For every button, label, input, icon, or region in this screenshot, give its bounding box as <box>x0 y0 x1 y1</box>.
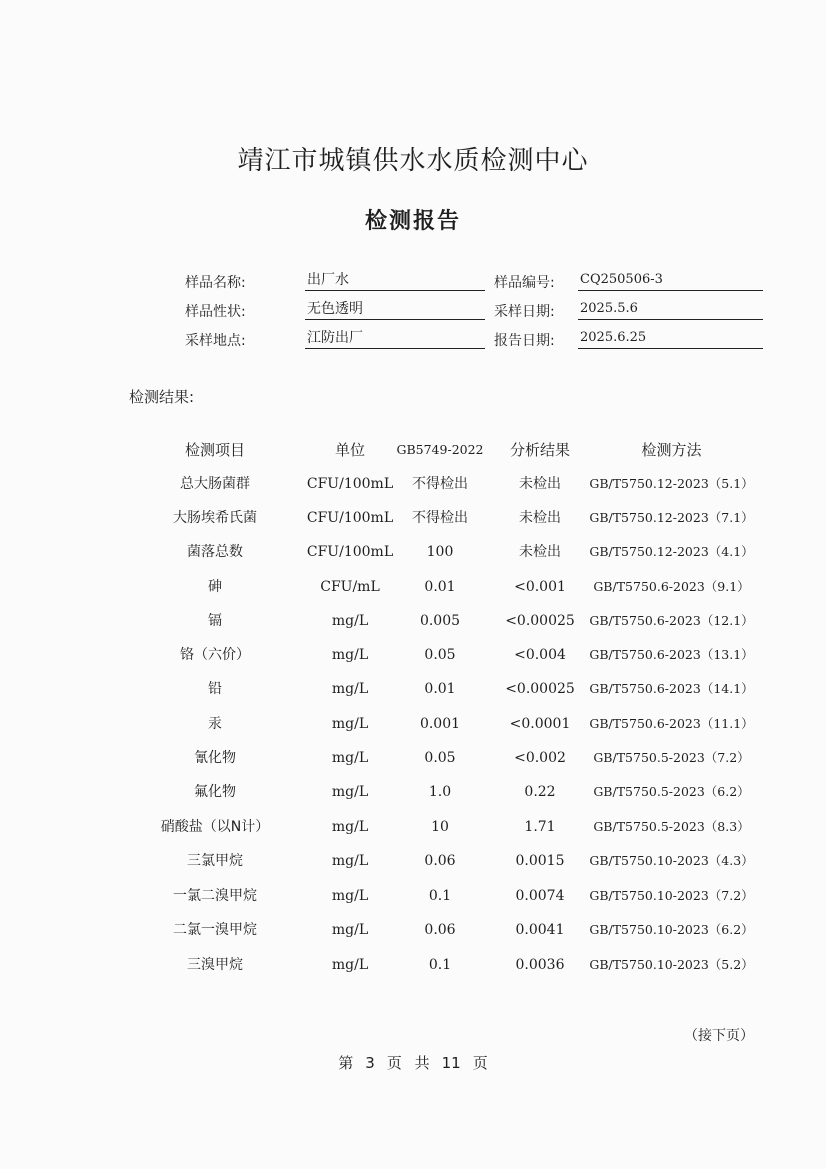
cell-standard: 0.06 <box>424 922 456 938</box>
cell-item: 镉 <box>208 613 222 629</box>
cell-method: GB/T5750.5-2023（6.2） <box>593 784 750 799</box>
table-row <box>0 643 826 667</box>
cell-standard: 0.01 <box>424 681 456 697</box>
cell-item: 总大肠菌群 <box>180 476 250 492</box>
table-row <box>0 712 826 736</box>
column-header-standard: GB5749-2022 <box>396 442 484 457</box>
table-row <box>0 884 826 908</box>
column-header-method: 检测方法 <box>641 441 702 459</box>
cell-method: GB/T5750.12-2023（4.1） <box>589 544 754 559</box>
cell-standard: 100 <box>426 544 454 560</box>
results-table-header <box>0 438 826 462</box>
sampling-date-label: 采样日期: <box>494 304 555 320</box>
table-row <box>0 918 826 942</box>
cell-unit: mg/L <box>331 888 369 904</box>
table-row <box>0 540 826 564</box>
cell-item: 三溴甲烷 <box>187 957 243 973</box>
cell-item: 氰化物 <box>194 750 236 766</box>
cell-item: 大肠埃希氏菌 <box>173 510 257 526</box>
sample-id-value: CQ250506-3 <box>578 272 763 291</box>
table-row <box>0 746 826 770</box>
cell-method: GB/T5750.6-2023（11.1） <box>589 716 754 731</box>
cell-unit: mg/L <box>331 613 369 629</box>
cell-item: 三氯甲烷 <box>187 853 243 869</box>
cell-result: 0.0015 <box>515 853 565 869</box>
cell-item: 菌落总数 <box>187 544 243 560</box>
cell-standard: 不得检出 <box>412 510 468 526</box>
sample-property-label: 样品性状: <box>185 304 246 320</box>
table-row <box>0 472 826 496</box>
cell-standard: 1.0 <box>428 784 452 800</box>
page-suffix: 页 <box>472 1054 488 1072</box>
sample-name-label: 样品名称: <box>185 275 246 291</box>
cell-item: 氟化物 <box>194 784 236 800</box>
table-row <box>0 953 826 977</box>
cell-standard: 0.1 <box>428 957 452 973</box>
cell-result: <0.00025 <box>505 613 575 629</box>
table-row <box>0 609 826 633</box>
cell-unit: mg/L <box>331 784 369 800</box>
cell-unit: mg/L <box>331 957 369 973</box>
cell-standard: 0.05 <box>424 647 456 663</box>
sample-id-label: 样品编号: <box>494 275 555 291</box>
cell-item: 铅 <box>208 681 222 697</box>
page-mid: 页 共 <box>386 1054 430 1072</box>
sample-property-value: 无色透明 <box>305 301 485 320</box>
table-row <box>0 575 826 599</box>
cell-result: 未检出 <box>519 510 561 526</box>
cell-unit: CFU/mL <box>320 579 380 595</box>
sample-name-value: 出厂水 <box>305 272 485 291</box>
column-header-item: 检测项目 <box>184 441 245 459</box>
cell-result: <0.002 <box>514 750 566 766</box>
cell-method: GB/T5750.12-2023（5.1） <box>589 476 754 491</box>
cell-unit: mg/L <box>331 750 369 766</box>
cell-item: 汞 <box>208 716 222 732</box>
cell-result: 0.0036 <box>515 957 565 973</box>
cell-unit: mg/L <box>331 681 369 697</box>
results-section-title: 检测结果: <box>129 388 195 406</box>
continued-note: （接下页） <box>684 1028 754 1044</box>
page-total: 11 <box>441 1054 461 1072</box>
sampling-date-value: 2025.5.6 <box>578 301 763 320</box>
cell-method: GB/T5750.6-2023（14.1） <box>589 681 754 696</box>
cell-result: 0.22 <box>524 784 556 800</box>
cell-unit: mg/L <box>331 853 369 869</box>
report-title: 检测报告 <box>364 209 461 234</box>
cell-result: <0.00025 <box>505 681 575 697</box>
report-date-label: 报告日期: <box>494 333 555 349</box>
cell-unit: CFU/100mL <box>306 544 394 560</box>
cell-standard: 0.01 <box>424 579 456 595</box>
cell-unit: CFU/100mL <box>306 476 394 492</box>
page-prefix: 第 <box>338 1054 354 1072</box>
cell-method: GB/T5750.6-2023（12.1） <box>589 613 754 628</box>
cell-standard: 0.001 <box>419 716 461 732</box>
cell-result: <0.0001 <box>509 716 571 732</box>
cell-method: GB/T5750.10-2023（4.3） <box>589 853 754 868</box>
cell-method: GB/T5750.10-2023（5.2） <box>589 957 754 972</box>
cell-standard: 0.06 <box>424 853 456 869</box>
cell-standard: 不得检出 <box>412 476 468 492</box>
cell-item: 一氯二溴甲烷 <box>173 888 257 904</box>
sampling-location-value: 江防出厂 <box>305 330 485 349</box>
cell-result: 0.0074 <box>515 888 565 904</box>
page-current: 3 <box>365 1054 375 1072</box>
cell-result: <0.004 <box>514 647 566 663</box>
cell-method: GB/T5750.6-2023（9.1） <box>593 579 750 594</box>
organization-title: 靖江市城镇供水水质检测中心 <box>237 146 589 176</box>
cell-result: 未检出 <box>519 476 561 492</box>
table-row <box>0 677 826 701</box>
column-header-unit: 单位 <box>334 441 365 459</box>
column-header-result: 分析结果 <box>509 441 570 459</box>
table-row <box>0 815 826 839</box>
cell-standard: 0.05 <box>424 750 456 766</box>
table-row <box>0 506 826 530</box>
cell-method: GB/T5750.6-2023（13.1） <box>589 647 754 662</box>
cell-result: 0.0041 <box>515 922 565 938</box>
cell-result: 未检出 <box>519 544 561 560</box>
cell-method: GB/T5750.10-2023（6.2） <box>589 922 754 937</box>
cell-standard: 0.005 <box>419 613 461 629</box>
cell-unit: mg/L <box>331 922 369 938</box>
cell-result: <0.001 <box>514 579 566 595</box>
cell-method: GB/T5750.10-2023（7.2） <box>589 888 754 903</box>
cell-standard: 10 <box>431 819 449 835</box>
page-number <box>0 1052 826 1073</box>
table-row <box>0 780 826 804</box>
cell-standard: 0.1 <box>428 888 452 904</box>
cell-method: GB/T5750.5-2023（8.3） <box>593 819 750 834</box>
sampling-location-label: 采样地点: <box>185 333 246 349</box>
cell-unit: mg/L <box>331 647 369 663</box>
cell-unit: CFU/100mL <box>306 510 394 526</box>
report-date-value: 2025.6.25 <box>578 330 763 349</box>
cell-unit: mg/L <box>331 819 369 835</box>
cell-method: GB/T5750.5-2023（7.2） <box>593 750 750 765</box>
cell-result: 1.71 <box>524 819 556 835</box>
cell-item: 砷 <box>208 579 222 595</box>
table-row <box>0 849 826 873</box>
cell-unit: mg/L <box>331 716 369 732</box>
cell-item: 硝酸盐（以N计） <box>160 819 270 835</box>
cell-method: GB/T5750.12-2023（7.1） <box>589 510 754 525</box>
cell-item: 二氯一溴甲烷 <box>173 922 257 938</box>
cell-item: 铬（六价） <box>180 647 250 663</box>
